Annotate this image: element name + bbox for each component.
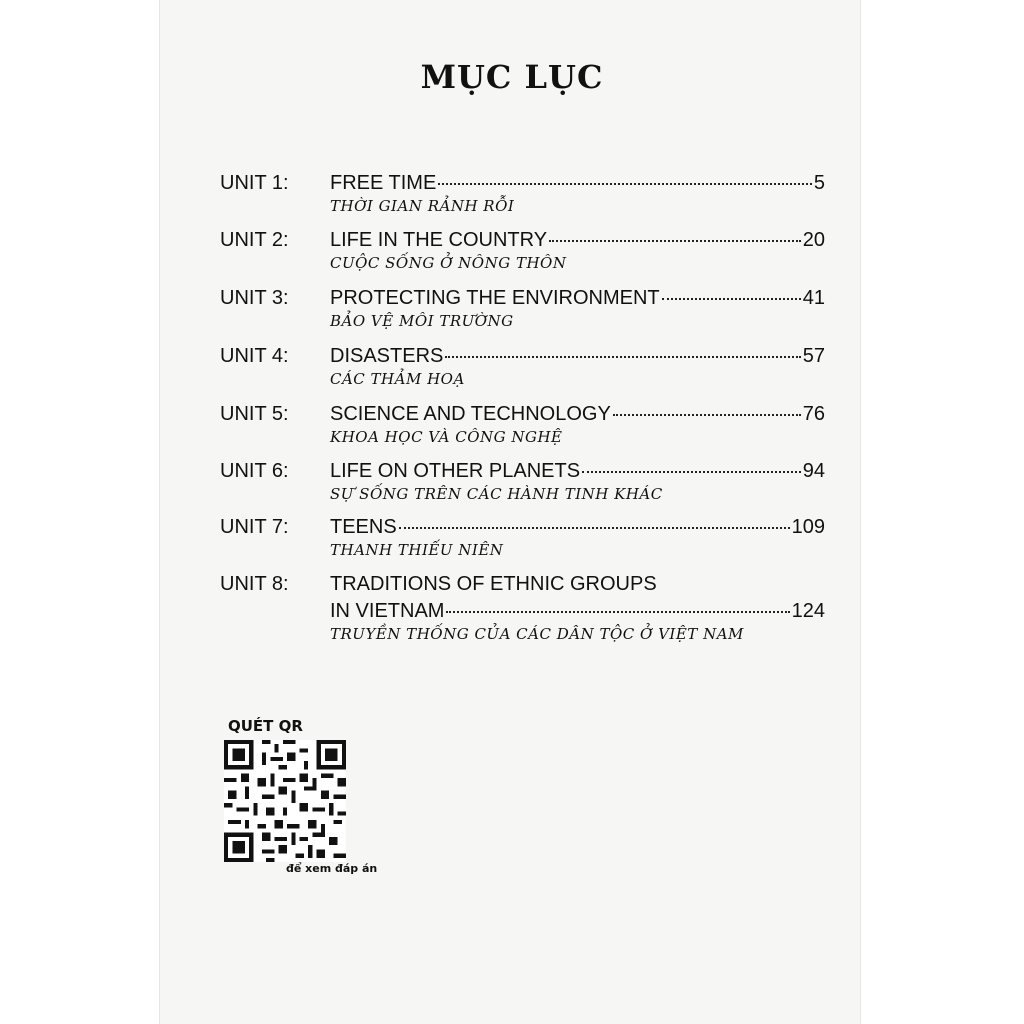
page-number: 124 [791, 600, 825, 622]
qr-label: QUÉT QR [228, 717, 303, 735]
unit-number: UNIT 8: [220, 573, 289, 595]
page-title: MỤC LỤC [420, 58, 604, 96]
toc-line-1 [330, 573, 825, 596]
page-number: 20 [802, 229, 825, 251]
leader-dots [662, 298, 801, 300]
toc-line [330, 287, 825, 310]
page-number: 76 [802, 403, 825, 425]
unit-title: PROTECTING THE ENVIRONMENT [330, 287, 660, 309]
unit-subtitle: THỜI GIAN RẢNH RỖI [330, 197, 515, 215]
unit-number: UNIT 2: [220, 229, 289, 251]
unit-title: SCIENCE AND TECHNOLOGY [330, 403, 611, 425]
toc-line [330, 172, 825, 195]
unit-subtitle: SỰ SỐNG TRÊN CÁC HÀNH TINH KHÁC [330, 485, 663, 503]
unit-number: UNIT 7: [220, 516, 289, 538]
unit-title: DISASTERS [330, 345, 444, 367]
unit-subtitle: THANH THIẾU NIÊN [330, 541, 504, 559]
page-number: 57 [802, 345, 825, 367]
unit-subtitle: CUỘC SỐNG Ở NÔNG THÔN [330, 254, 567, 272]
unit-subtitle: KHOA HỌC VÀ CÔNG NGHỆ [330, 428, 563, 446]
unit-title: FREE TIME [330, 172, 437, 194]
toc-line [330, 516, 825, 539]
toc-line-2 [330, 600, 825, 623]
toc-line [330, 460, 825, 483]
leader-dots [613, 414, 801, 416]
unit-title: TRADITIONS OF ETHNIC GROUPS [330, 573, 657, 595]
leader-dots [582, 471, 801, 473]
leader-dots [399, 527, 790, 529]
toc-line [330, 345, 825, 368]
book-page [160, 0, 860, 1024]
qr-caption: để xem đáp án [286, 862, 378, 875]
toc-line [330, 229, 825, 252]
page-number: 94 [802, 460, 825, 482]
unit-number: UNIT 1: [220, 172, 289, 194]
unit-title: LIFE IN THE COUNTRY [330, 229, 548, 251]
unit-subtitle: TRUYỀN THỐNG CỦA CÁC DÂN TỘC Ở VIỆT NAM [330, 625, 744, 643]
toc-line [330, 403, 825, 426]
page-number: 109 [791, 516, 825, 538]
unit-title: TEENS [330, 516, 397, 538]
unit-number: UNIT 6: [220, 460, 289, 482]
leader-dots [445, 356, 800, 358]
unit-subtitle: BẢO VỆ MÔI TRƯỜNG [330, 312, 514, 330]
unit-number: UNIT 3: [220, 287, 289, 309]
leader-dots [549, 240, 801, 242]
unit-title: LIFE ON OTHER PLANETS [330, 460, 581, 482]
page-number: 41 [802, 287, 825, 309]
unit-number: UNIT 4: [220, 345, 289, 367]
unit-subtitle: CÁC THẢM HOẠ [330, 370, 465, 388]
leader-dots [438, 183, 812, 185]
unit-title-continued: IN VIETNAM [330, 600, 445, 622]
qr-code-icon[interactable] [224, 740, 346, 862]
page-number: 5 [813, 172, 825, 194]
unit-number: UNIT 5: [220, 403, 289, 425]
leader-dots [446, 611, 789, 613]
